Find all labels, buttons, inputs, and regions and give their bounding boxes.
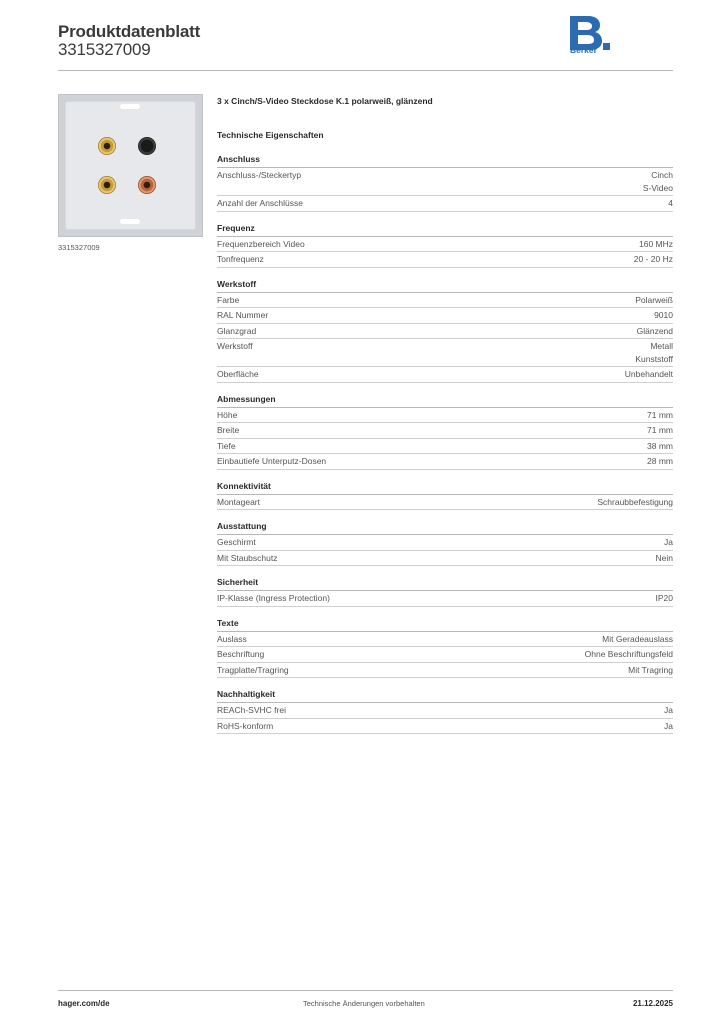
spec-label: RoHS-konform bbox=[217, 720, 274, 731]
spec-label: Einbautiefe Unterputz-Dosen bbox=[217, 456, 327, 466]
spec-label: Tonfrequenz bbox=[217, 254, 264, 264]
product-title: 3 x Cinch/S-Video Steckdose K.1 polarweiß, glänzend bbox=[217, 96, 433, 106]
spec-row bbox=[217, 339, 673, 367]
page-header bbox=[58, 20, 673, 71]
spec-value: 71 mm bbox=[647, 425, 673, 435]
s-video-jack-icon bbox=[138, 137, 156, 155]
spec-label: Höhe bbox=[217, 409, 238, 420]
spec-label: Frequenzbereich Video bbox=[217, 238, 305, 249]
spec-value: IP20 bbox=[655, 593, 673, 603]
cinch-jack-icon bbox=[98, 137, 116, 155]
spec-row bbox=[217, 663, 673, 679]
spec-label: Werkstoff bbox=[217, 341, 253, 351]
article-number: 3315327009 bbox=[58, 40, 151, 59]
image-caption: 3315327009 bbox=[58, 243, 100, 252]
spec-row bbox=[217, 308, 673, 324]
spec-row bbox=[217, 408, 673, 424]
document-title: Produktdatenblatt bbox=[58, 22, 201, 41]
footer-note: Technische Änderungen vorbehalten bbox=[303, 999, 425, 1008]
bottom-slot bbox=[120, 219, 140, 224]
spec-label: IP-Klasse (Ingress Protection) bbox=[217, 593, 330, 603]
spec-row bbox=[217, 252, 673, 268]
section-heading: Technische Eigenschaften bbox=[217, 130, 324, 140]
spec-table bbox=[217, 153, 673, 734]
spec-row bbox=[217, 591, 673, 607]
spec-row bbox=[217, 495, 673, 511]
spec-row bbox=[217, 367, 673, 383]
spec-label: Anzahl der Anschlüsse bbox=[217, 198, 303, 208]
spec-value: Ja bbox=[664, 720, 673, 731]
spec-value: 38 mm bbox=[647, 440, 673, 451]
spec-value: 20 - 20 Hz bbox=[633, 254, 673, 264]
spec-value: 4 bbox=[668, 198, 673, 208]
spec-value: Mit Tragring bbox=[628, 664, 673, 675]
spec-group-heading: Konnektivität bbox=[217, 480, 673, 495]
spec-label: Geschirmt bbox=[217, 537, 256, 547]
spec-row bbox=[217, 237, 673, 253]
top-slot bbox=[120, 104, 140, 109]
spec-row bbox=[217, 293, 673, 309]
spec-value: Mit Geradeauslass bbox=[602, 633, 673, 644]
spec-value: Cinch S-Video bbox=[642, 170, 673, 193]
spec-group-heading: Sicherheit bbox=[217, 576, 673, 591]
spec-label: Tragplatte/Tragring bbox=[217, 664, 289, 675]
spec-label: RAL Nummer bbox=[217, 310, 269, 320]
spec-label: Montageart bbox=[217, 496, 260, 507]
spec-value: 71 mm bbox=[647, 409, 673, 420]
spec-group-heading: Texte bbox=[217, 617, 673, 632]
spec-row bbox=[217, 632, 673, 648]
spec-value: 9010 bbox=[654, 310, 673, 320]
spec-group-heading: Ausstattung bbox=[217, 520, 673, 535]
spec-group-heading: Frequenz bbox=[217, 222, 673, 237]
spec-value: Ja bbox=[664, 537, 673, 547]
spec-label: Auslass bbox=[217, 633, 247, 644]
spec-row bbox=[217, 719, 673, 735]
spec-label: Beschriftung bbox=[217, 649, 265, 659]
spec-row bbox=[217, 423, 673, 439]
cinch-jack-icon bbox=[138, 176, 156, 194]
spec-value: Unbehandelt bbox=[624, 369, 673, 379]
spec-row bbox=[217, 324, 673, 340]
spec-row bbox=[217, 439, 673, 455]
spec-group-heading: Nachhaltigkeit bbox=[217, 688, 673, 703]
spec-label: Farbe bbox=[217, 294, 240, 305]
spec-row bbox=[217, 535, 673, 551]
spec-label: Tiefe bbox=[217, 440, 236, 451]
spec-row bbox=[217, 551, 673, 567]
logo-wordmark: Berker bbox=[570, 45, 597, 55]
spec-row bbox=[217, 454, 673, 470]
spec-value: Ohne Beschriftungsfeld bbox=[584, 649, 673, 659]
spec-value: Metall Kunststoff bbox=[635, 341, 673, 364]
spec-row bbox=[217, 703, 673, 719]
spec-value: Nein bbox=[655, 552, 673, 563]
page-footer bbox=[58, 990, 673, 1011]
spec-value: 160 MHz bbox=[638, 238, 673, 249]
spec-label: Anschluss-/Steckertyp bbox=[217, 170, 302, 180]
spec-row bbox=[217, 647, 673, 663]
spec-group-heading: Abmessungen bbox=[217, 393, 673, 408]
spec-label: Oberfläche bbox=[217, 369, 259, 379]
spec-label: Breite bbox=[217, 425, 240, 435]
spec-group-heading: Anschluss bbox=[217, 153, 673, 168]
spec-value: 28 mm bbox=[647, 456, 673, 466]
spec-label: REACh-SVHC frei bbox=[217, 705, 286, 715]
cinch-jack-icon bbox=[98, 176, 116, 194]
product-image bbox=[58, 94, 203, 237]
footer-date: 21.12.2025 bbox=[632, 999, 673, 1008]
spec-label: Glanzgrad bbox=[217, 325, 257, 336]
spec-label: Mit Staubschutz bbox=[217, 552, 278, 563]
spec-row bbox=[217, 196, 673, 212]
footer-website[interactable]: hager.com/de bbox=[58, 999, 110, 1008]
spec-value: Glänzend bbox=[636, 325, 673, 336]
socket-plate bbox=[65, 101, 196, 230]
spec-row bbox=[217, 168, 673, 196]
spec-value: Polarweiß bbox=[635, 294, 673, 305]
spec-group-heading: Werkstoff bbox=[217, 278, 673, 293]
spec-value: Schraubbefestigung bbox=[597, 496, 673, 507]
spec-value: Ja bbox=[664, 705, 673, 715]
